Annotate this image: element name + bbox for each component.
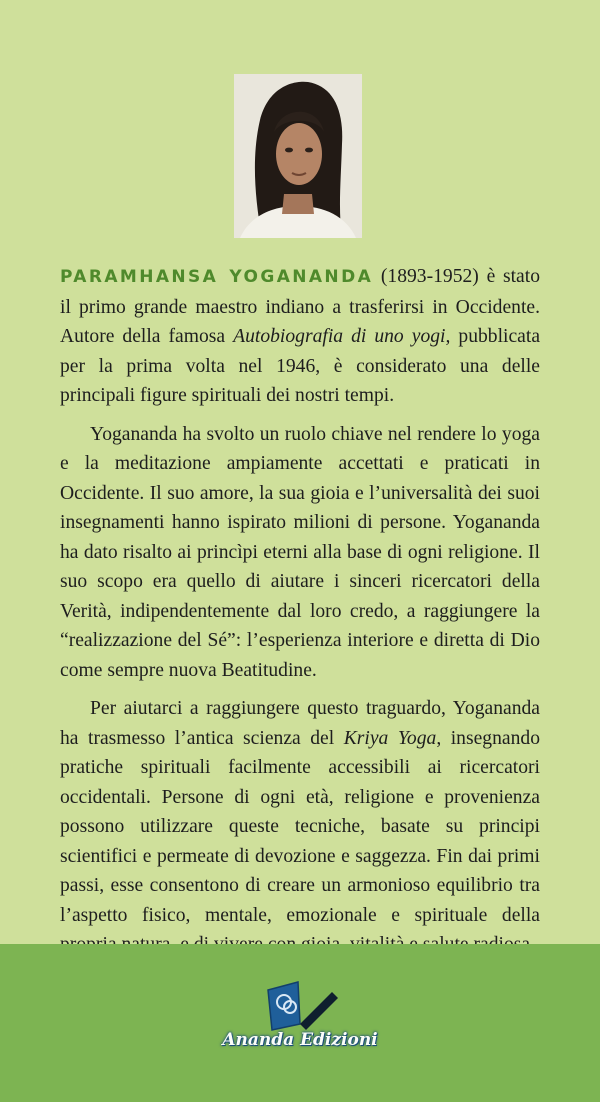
- publisher-name: Ananda Edizioni: [222, 1030, 378, 1050]
- bio-paragraph-3: [60, 694, 540, 960]
- bio-text-3b: , insegnando pratiche spirituali facilmente accessibili ai ricercatori occidentali. Persone di ogni età, religione e provenienza possono utilizzare queste tecniche, basate su principi scientifici e permeate di devozione e saggezza. Fin dai primi passi, esse consentono di creare un armonioso equilibrio tra l’aspetto fisico, mentale, emozionale e spirituale della: [60, 727, 540, 926]
- author-portrait-photo: [234, 74, 362, 238]
- bio-text-3a: Per aiutarci a raggiungere questo traguardo, Yogananda ha trasmesso l’antica scienza del: [60, 698, 540, 749]
- portrait-photo: [234, 74, 362, 238]
- book-logo-icon: [262, 980, 342, 1036]
- bio-text-1b: pubblicata per la prima volta nel 1946, è considerato una delle principali figure spirituali dei nostri tempi.: [60, 326, 541, 406]
- bio-paragraph-1: [60, 262, 540, 411]
- author-biography: [60, 262, 540, 960]
- kriya-yoga-term: Kriya Yoga: [343, 727, 437, 749]
- author-name: PARAMHANSA YOGANANDA: [60, 267, 374, 287]
- book-title: Autobiografia di uno yogi,: [233, 326, 451, 347]
- author-dates: (1893-1952): [380, 266, 479, 287]
- bio-paragraph-2: Yogananda ha svolto un ruolo chiave nel rendere lo yoga e la meditazione ampiamente accettati e praticati in Occidente. Il suo amore, la sua gioia e l’universalità dei suoi insegnamenti hanno ispirato milioni di persone. Yogananda ha dato risalto ai princìpi eterni alla base di ogni religione. Il suo scopo era quello di aiutare i sinceri ricercatori della Verità, indipendentemente dal loro credo, a raggiungere la “realizzazione del Sé”: l’esperienza interiore e diretta di Dio come sempre nuova Beatitudine.: [60, 423, 540, 681]
- bio-text-1a: è stato il primo grande maestro indiano a trasferirsi in Occidente. Autore della famosa: [60, 266, 540, 347]
